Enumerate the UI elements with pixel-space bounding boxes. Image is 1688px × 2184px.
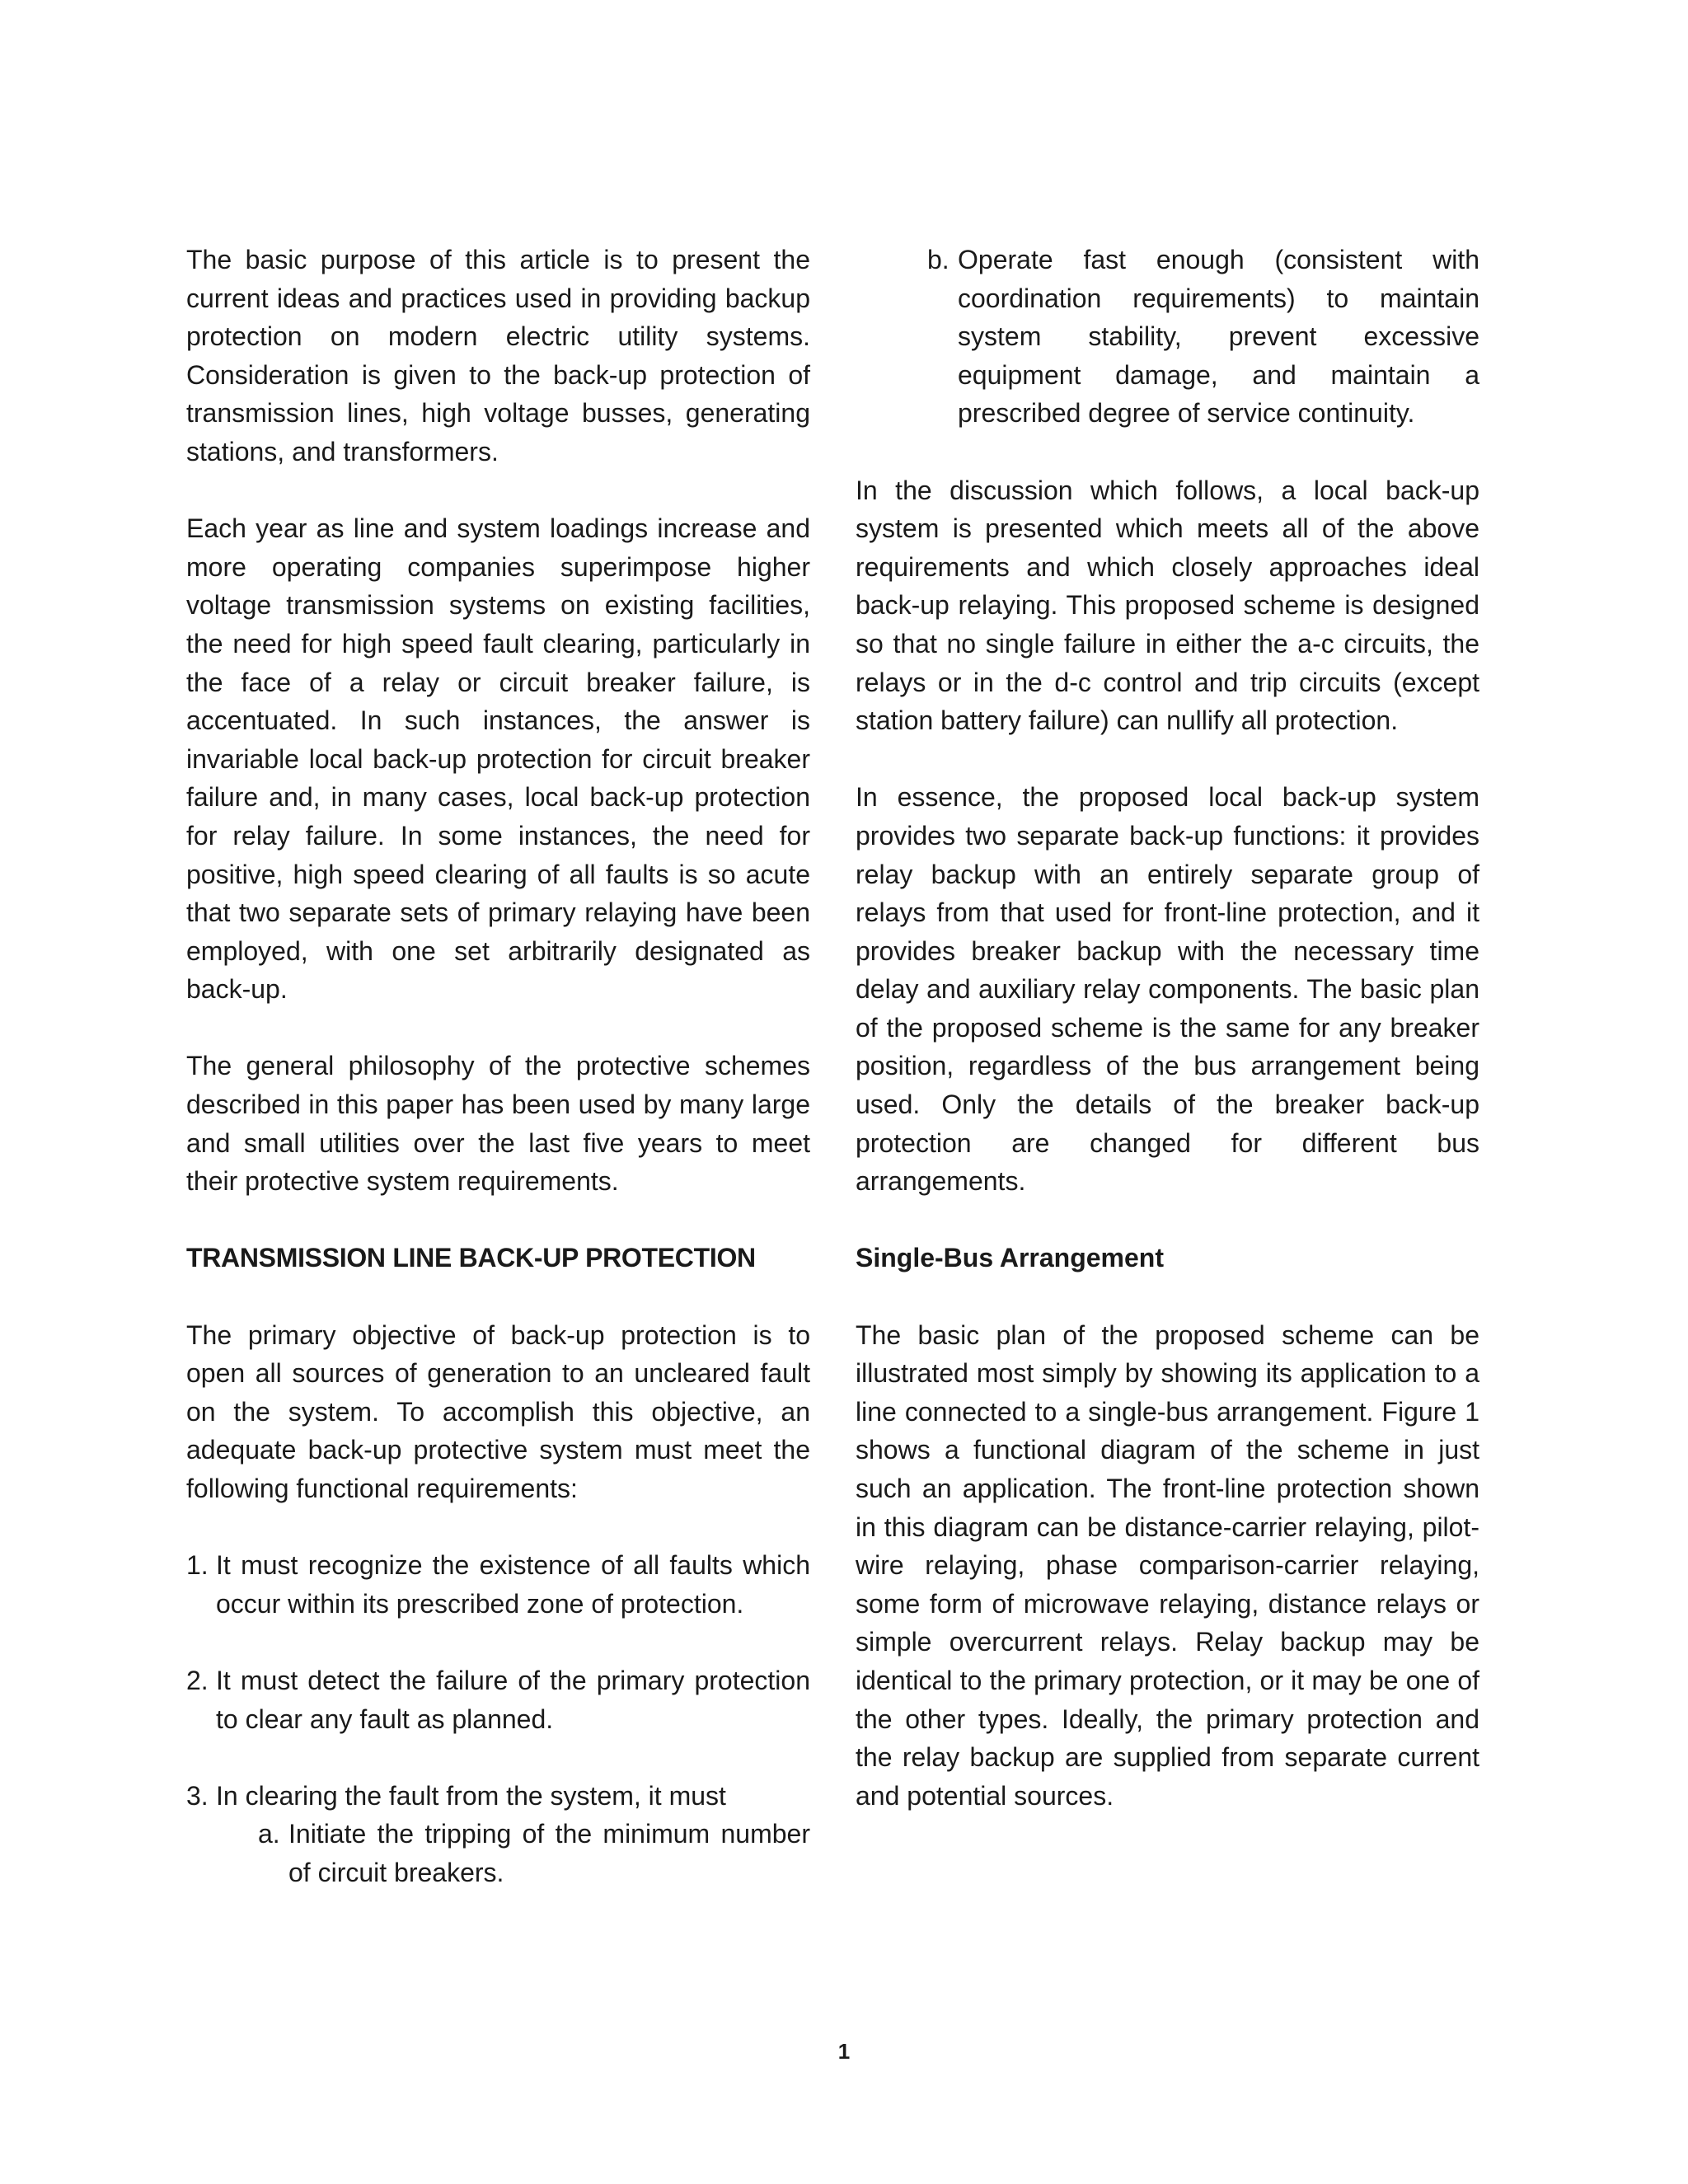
philosophy-paragraph: The general philosophy of the protective schemes described in this paper has been used by many large and small utilities over the last five years to meet their protective system requirements.: [186, 1051, 810, 1197]
sub-requirement-text: Operate fast enough (consistent with coordination requirements) to maintain system stability, prevent excessive equipment damage, and maintain a prescribed degree of service continuity.: [958, 245, 1479, 429]
sub-requirement-b: [927, 241, 1479, 433]
sub-requirement-letter: b.: [927, 245, 950, 274]
requirement-item-1: [186, 1546, 810, 1623]
requirement-number: 3.: [186, 1780, 209, 1811]
subsection-heading: Single-Bus Arrangement: [856, 1243, 1164, 1273]
sub-requirement-letter: a.: [258, 1819, 280, 1849]
objective-paragraph: The primary objective of back-up protection is to open all sources of generation to an uncleared fault on the system. To accomplish this objective, an adequate back-up protective system must meet the following functional requirements:: [186, 1319, 810, 1503]
requirement-number: 1.: [186, 1550, 209, 1581]
single-bus-paragraph: The basic plan of the proposed scheme can be illustrated most simply by showing its application to a line connected to a single-bus arrangement. Figure 1 shows a functional diagram of the scheme in just such an application. The front-line protection shown in this diagram can be distance-carrier relaying, pilot-wire relaying, phase comparison-carrier relaying, some form of microwave relaying, distance relays or simple overcurrent relays. Relay backup may be identical to the primary protection, or it may be one of the other types. Ideally, the primary protection and the relay backup are supplied from separate current and potential sources.: [856, 1319, 1479, 1811]
section-heading: TRANSMISSION LINE BACK-UP PROTECTION: [186, 1243, 756, 1273]
requirement-text: It must recognize the existence of all faults which occur within its prescribed zone of protection.: [216, 1550, 810, 1619]
requirement-text: It must detect the failure of the primary protection to clear any fault as planned.: [216, 1665, 810, 1734]
loadings-paragraph: Each year as line and system loadings increase and more operating companies superimpose higher voltage transmission systems on existing facilities, the need for high speed fault clearing, particularly in the face of a relay or circuit breaker failure, is accentuated. In such instances, the answer is invariable local back-up protection for circuit breaker failure and, in many cases, local back-up protection for relay failure. In some instances, the need for positive, high speed clearing of all faults is so acute that two separate sets of primary relaying have been employed, with one set arbitrarily designated as back-up.: [186, 513, 810, 1005]
right-column: [856, 241, 1479, 1815]
requirement-item-3: [186, 1777, 810, 1816]
intro-paragraph: The basic purpose of this article is to present the current ideas and practices used in providing backup protection on modern electric utility systems. Consideration is given to the back-up protection of transmission lines, high voltage busses, generating stations, and transformers.: [186, 245, 810, 466]
essence-paragraph: In essence, the proposed local back-up system provides two separate back-up functions: it provides relay backup with an entirely separate group of relays from that used for front-line protection, and it provides breaker backup with the necessary time delay and auxiliary relay components. The basic plan of the proposed scheme is the same for any breaker position, regardless of the bus arrangement being used. Only the details of the breaker back-up protection are changed for different bus arrangements.: [856, 782, 1479, 1197]
requirement-number: 2.: [186, 1665, 209, 1695]
requirement-item-2: [186, 1661, 810, 1738]
discussion-paragraph: In the discussion which follows, a local back-up system is presented which meets all of the above requirements and which closely approaches ideal back-up relaying. This proposed scheme is designed so that no single failure in either the a-c circuits, the relays or in the d-c control and trip circuits (except station battery failure) can nullify all protection.: [856, 475, 1479, 736]
sub-requirement-a: [258, 1815, 810, 1891]
page-number: 1: [837, 2039, 851, 2064]
sub-requirement-text: Initiate the tripping of the minimum number of circuit breakers.: [288, 1819, 810, 1887]
left-column: [186, 241, 810, 1892]
requirement-text: In clearing the fault from the system, it must: [216, 1780, 726, 1811]
